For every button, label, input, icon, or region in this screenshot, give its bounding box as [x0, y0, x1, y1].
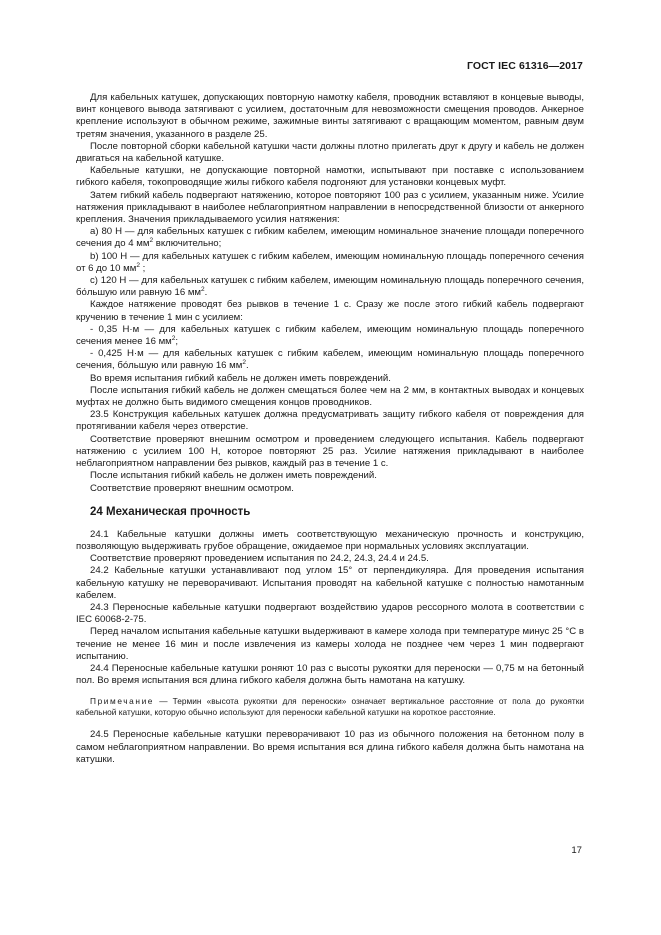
paragraph: После испытания гибкий кабель не должен иметь повреждений. [90, 470, 377, 482]
paragraph: 24.2 Кабельные катушки устанавливают под углом 15° от перпендикуляра. Для проведения испытания кабельную катушку не переворачивают. Испытания проводят на кабельной катушке с полностью намотанным кабелем. [76, 565, 584, 601]
note-label: Примечание [90, 696, 155, 707]
paragraph: Во время испытания гибкий кабель не должен иметь повреждений. [90, 372, 391, 384]
paragraph: Для кабельных катушек, допускающих повторную намотку кабеля, проводник вставляют в концевые выводы, винт концевого вывода затягивают с усилием, достаточным для невозможности смещения проводов. Анкерное крепление используют в обычном режиме, зажимные винты затягивают с вращающим моментом, равным двум третям значения, указанного в разделе 25. [76, 92, 584, 140]
list-item-b: b) 100 Н — для кабельных катушек с гибким кабелем, имеющим номинальную площадь поперечного сечения от 6 до 10 $мм^2$ ; [76, 250, 584, 274]
paragraph: 24.1 Кабельные катушки должны иметь соответствующую механическую прочность и конструкцию, позволяющую выдерживать грубое обращение, ожидаемое при нормальных условиях эксплуатации. [76, 528, 584, 552]
list-item-a: а) 80 Н — для кабельных катушек с гибким кабелем, имеющим номинальное значение площади поперечного сечения до 4 $мм^2$ включительно; [76, 226, 584, 250]
paragraph: Соответствие проверяют внешним осмотром и проведением следующего испытания. Кабель подвергают натяжению с усилием 100 Н, которое повторяют 25 раз. Усилие натяжения прикладывают в наиболее неблагоприятном направлении без рывков, каждый раз в течение 1 с. [76, 433, 584, 470]
paragraph: Соответствие проверяют проведением испытания по 24.2, 24.3, 24.4 и 24.5. [90, 553, 429, 565]
list-item-c: с) 120 Н — для кабельных катушек с гибким кабелем, имеющим номинальную площадь поперечного сечения, бо́льшую или равную 16 $мм^2$. [76, 275, 584, 299]
page-body [76, 92, 584, 766]
paragraph: Кабельные катушки, не допускающие повторной намотки, испытывают при поставке с использованием гибкого кабеля, токопроводящие жилы гибкого кабеля подгоняют для установки концевых муфт. [76, 165, 584, 189]
paragraph: Соответствие проверяют внешним осмотром. [90, 482, 294, 494]
paragraph: Перед началом испытания кабельные катушки выдерживают в камере холода при температуре минус 25 °С в течение не менее 16 мин и после извлечения из камеры холода не позднее чем через 1 мин подвергают испытанию. [76, 626, 584, 662]
paragraph: Каждое натяжение проводят без рывков в течение 1 с. Сразу же после этого гибкий кабель подвергают кручению в течение 1 мин с усилием: [76, 299, 584, 323]
paragraph: После повторной сборки кабельной катушки части должны плотно прилегать друг к другу и кабель не должен двигаться на кабельной катушке. [76, 140, 584, 165]
dash-item: - 0,35 Н·м — для кабельных катушек с гибким кабелем, имеющим номинальную площадь поперечного сечения менее 16 $мм^2$; [76, 323, 584, 348]
note [76, 696, 584, 718]
paragraph: 23.5 Конструкция кабельных катушек должна предусматривать защиту гибкого кабеля от повреждения для протягивании кабеля через отверстие. [76, 409, 584, 433]
dash-item: - 0,425 Н·м — для кабельных катушек с гибким кабелем, имеющим номинальную площадь поперечного сечения, бо́льшую или равную 16 $мм^2$. [76, 348, 584, 372]
paragraph: После испытания гибкий кабель не должен смещаться более чем на 2 мм, в контактных выводах и концевых муфтах не должно быть видимого смещения концов проводников. [76, 384, 584, 409]
note-text: — Термин «высота рукоятки для переноски» означает вертикальное расстояние от пола до рукоятки кабельной катушки, которую обычно используют для переноски кабельной катушки на короткое расстояние. [76, 696, 584, 718]
paragraph: 24.5 Переносные кабельные катушки переворачивают 10 раз из обычного положения на бетонном полу в самом неблагоприятном направлении. Во время испытания вся длина гибкого кабеля должна быть намотана на катушки. [76, 729, 584, 765]
page-number: 17 [571, 845, 582, 856]
section-heading: 24 Механическая прочность [90, 505, 251, 518]
paragraph: 24.4 Переносные кабельные катушки роняют 10 раз с высоты рукоятки для переноски — 0,75 м на бетонный пол. Во время испытания вся длина гибкого кабеля должна быть намотана на катушку. [76, 662, 584, 687]
paragraph: 24.3 Переносные кабельные катушки подвергают воздействию ударов рессорного молота в соответствии с IEC 60068-2-75. [76, 601, 584, 626]
paragraph: Затем гибкий кабель подвергают натяжению, которое повторяют 100 раз с усилием, указанным ниже. Усилие натяжения прикладывают в наиболее неблагоприятном направлении в непосредственной близости от анкерного крепления. Значения прикладываемого усилия натяжения: [76, 189, 584, 226]
document-header: ГОСТ IEC 61316—2017 [466, 60, 583, 72]
